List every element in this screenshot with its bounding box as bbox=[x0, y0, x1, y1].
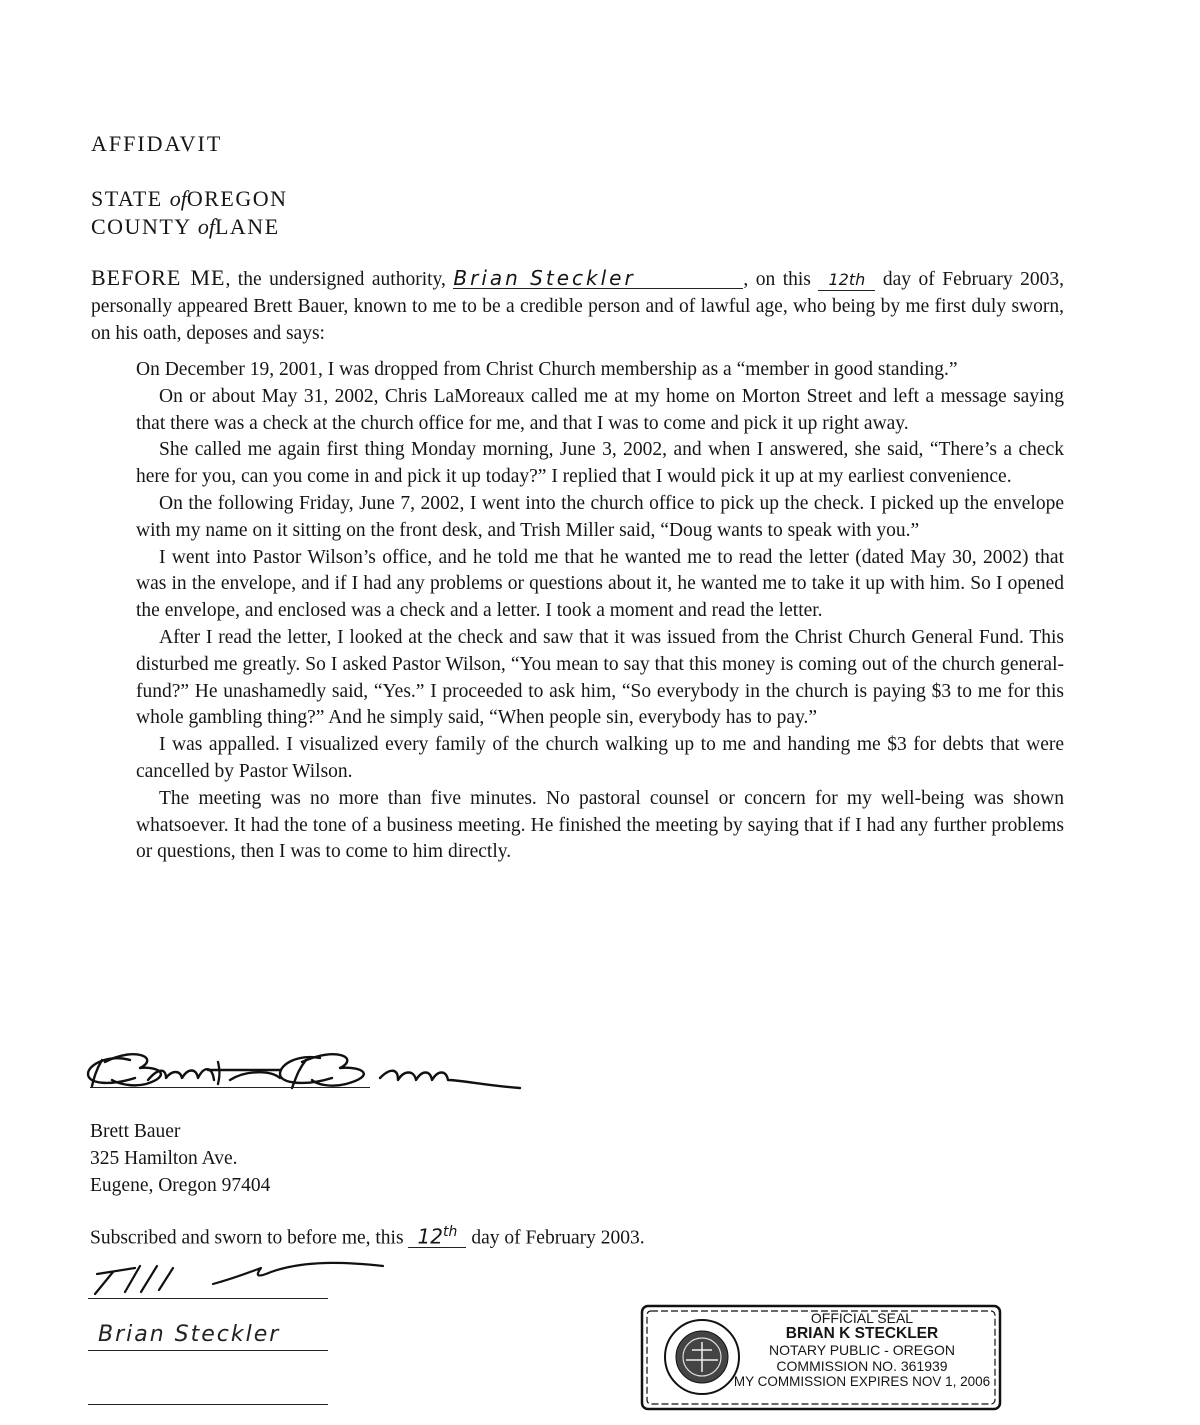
statement-paragraph: After I read the letter, I looked at the check and saw that it was issued from the Christ Church General Fund. This disturbed me greatly. So I asked Pastor Wilson, “You mean to say that this money is coming out of the church general-fund?” He unashamedly said, “Yes.” I proceeded to ask him, “So everybody in the church is paying $3 to me for this whole gambling thing?” And he simply said, “When people sin, everybody has to pay.” bbox=[136, 626, 1064, 729]
venue-block bbox=[91, 185, 288, 241]
affiant-name: Brett Bauer bbox=[90, 1121, 181, 1142]
affiant-signature bbox=[80, 1040, 540, 1105]
statement-paragraph: On December 19, 2001, I was dropped from Christ Church membership as a “member in good standing.” bbox=[136, 359, 958, 380]
before-me-label: BEFORE ME bbox=[91, 265, 226, 290]
affiant-block bbox=[90, 1118, 270, 1199]
statement-paragraph: On the following Friday, June 7, 2002, I went into the church office to pick up the check. I picked up the envelope with my name on it sitting on the front desk, and Trish Miller said, “Doug wants to speak with you.” bbox=[136, 492, 1064, 541]
document-title: AFFIDAVIT bbox=[91, 131, 223, 156]
statement-paragraph: I went into Pastor Wilson’s office, and he told me that he wanted me to read the letter (dated May 30, 2002) that was in the envelope, and if I had any problems or questions about it, he wanted me to take it up with him. So I opened the envelope, and enclosed was a check and a letter. I took a moment and read the letter. bbox=[136, 546, 1064, 622]
authority-name-handwritten: Brian Steckler bbox=[453, 268, 743, 289]
day-handwritten: 12th bbox=[818, 270, 875, 291]
notary-signature-line bbox=[88, 1298, 328, 1299]
notary-printed-name-handwritten: Brian Steckler bbox=[98, 1322, 281, 1347]
statement-paragraph: I was appalled. I visualized every family of the church walking up to me and handing me $3 for debts that were cancelled by Pastor Wilson. bbox=[136, 734, 1064, 782]
statement-paragraph: She called me again first thing Monday morning, June 3, 2002, and when I answered, she said, “There’s a check here for you, can you come in and pick it up today?” I replied that I would pick it up at my earliest convenience. bbox=[136, 439, 1064, 488]
affiant-address-line1: 325 Hamilton Ave. bbox=[90, 1148, 238, 1169]
seal-commission-number: COMMISSION NO. 361939 bbox=[776, 1358, 948, 1374]
seal-commission-expiry: MY COMMISSION EXPIRES NOV 1, 2006 bbox=[733, 1374, 991, 1389]
county-line: COUNTY ofLANE bbox=[91, 214, 280, 239]
statement-paragraph: On or about May 31, 2002, Chris LaMoreaux called me at my home on Morton Street and left a message saying that there was a check at the church office for me, and that I was to come and pick it up right away. bbox=[136, 385, 1064, 434]
seal-title: OFFICIAL SEAL bbox=[810, 1310, 914, 1326]
jurat-day-handwritten: 12th bbox=[408, 1222, 466, 1248]
state-line: STATE ofOREGON bbox=[91, 186, 288, 211]
jurat-line: Subscribed and sworn to before me, this 12th day of February 2003. bbox=[90, 1224, 645, 1249]
statement-paragraph: The meeting was no more than five minutes. No pastoral counsel or concern for my well-being was shown whatsoever. It had the tone of a business meeting. He finished the meeting by saying that if I had any further problems or questions, then I was to come to him directly. bbox=[136, 787, 1064, 863]
seal-notary-name: BRIAN K STECKLER bbox=[785, 1325, 939, 1342]
affiant-signature-line bbox=[90, 1087, 370, 1088]
seal-text-block bbox=[726, 1310, 998, 1390]
notary-seal-stamp bbox=[636, 1300, 1006, 1415]
affidavit-statement bbox=[136, 357, 1064, 866]
seal-notary-state: NOTARY PUBLIC - OREGON bbox=[769, 1342, 955, 1358]
affiant-address-line2: Eugene, Oregon 97404 bbox=[90, 1175, 271, 1196]
notary-extra-line bbox=[88, 1404, 328, 1405]
notary-name-line bbox=[88, 1350, 328, 1351]
intro-paragraph: BEFORE ME, the undersigned authority, Brian Steckler , on this 12th day of February 2003, personally appeared Brett Bauer, known to me to be a credible person and of lawful age, who being by me first duly sworn, on his oath, deposes and says: bbox=[91, 265, 1064, 344]
notary-signature bbox=[85, 1258, 395, 1303]
